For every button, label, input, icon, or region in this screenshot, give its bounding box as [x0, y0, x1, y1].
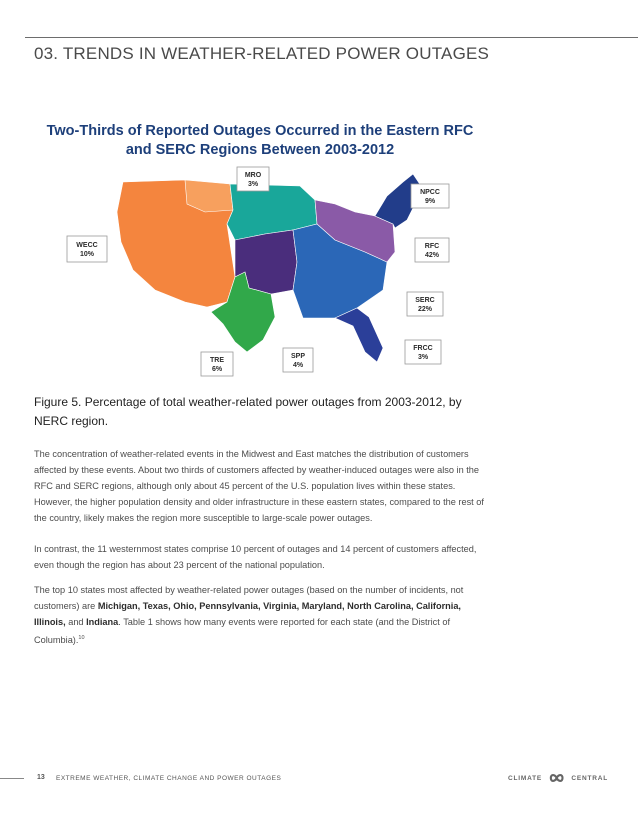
footer-rule	[0, 778, 24, 779]
figure-caption: Figure 5. Percentage of total weather-related power outages from 2003-2012, by NERC region.	[34, 395, 462, 428]
label-tre	[201, 352, 233, 376]
label-wecc-percent: 10%	[79, 251, 95, 258]
label-frcc	[405, 340, 441, 364]
label-rfc	[415, 238, 449, 262]
label-spp	[283, 348, 313, 372]
map-title-line1: Two-Thirds of Reported Outages Occurred in the Eastern RFC	[46, 123, 474, 139]
label-serc-name: SERC	[415, 297, 435, 304]
label-serc	[407, 292, 443, 316]
infinity-logo-icon	[545, 772, 568, 784]
logo-text-left: CLIMATE	[508, 774, 543, 782]
p3-intro: The top 10 states most affected by weather-related power outages (based on the number of incidents, not customers) are	[34, 585, 464, 611]
p3-and: and	[65, 617, 87, 627]
p3-states-last: Indiana	[86, 617, 119, 627]
label-npcc-percent: 9%	[424, 198, 436, 205]
label-serc-percent: 22%	[417, 306, 433, 313]
section-title: 03. TRENDS IN WEATHER-RELATED POWER OUTAGES	[34, 44, 490, 63]
body-paragraph-1: The concentration of weather-related events in the Midwest and East matches the distribution of customers affected by these events. About two thirds of customers affected by weather-induced outages were also in the RFC and SERC regions, although only about 45 percent of the U.S. population lives within these states. However, the higher population density and older infrastructure in these eastern states, compared to the rest of the country, likely makes the region more susceptible to large-scale power outages.	[34, 449, 484, 523]
label-frcc-percent: 3%	[417, 354, 429, 361]
running-title: EXTREME WEATHER, CLIMATE CHANGE AND POWER OUTAGES	[56, 775, 282, 782]
label-npcc	[411, 184, 449, 208]
label-frcc-name: FRCC	[413, 345, 433, 352]
label-wecc	[67, 236, 107, 262]
header-rule	[25, 37, 638, 38]
body-paragraph-3	[34, 582, 486, 648]
label-rfc-name: RFC	[424, 243, 440, 250]
region-shape-frcc	[335, 308, 383, 362]
map-title-line2: and SERC Regions Between 2003-2012	[125, 142, 395, 158]
label-rfc-percent: 42%	[424, 252, 440, 259]
label-tre-percent: 6%	[211, 366, 223, 373]
map-title	[35, 122, 485, 160]
label-npcc-name: NPCC	[420, 189, 440, 196]
label-wecc-name: WECC	[76, 242, 98, 249]
label-spp-percent: 4%	[292, 362, 304, 369]
label-spp-name: SPP	[290, 353, 306, 360]
page-number: 13	[37, 774, 45, 781]
label-tre-name: TRE	[210, 357, 224, 364]
footnote-ref: 10	[78, 635, 85, 641]
logo-text-right: CENTRAL	[571, 774, 608, 782]
label-mro	[237, 167, 269, 191]
p3-states-list: Michigan, Texas, Ohio, Pennsylvania, Virginia, Maryland, North Carolina, California, Illinois,	[34, 601, 461, 627]
nerc-region-map-figure	[35, 112, 485, 382]
label-mro-percent: 3%	[247, 181, 259, 188]
climate-central-logo	[508, 772, 608, 784]
label-mro-name: MRO	[244, 172, 262, 179]
p3-outro: . Table 1 shows how many events were reported for each state (and the District of Columbia).	[34, 617, 451, 646]
body-paragraph-2: In contrast, the 11 westernmost states comprise 10 percent of outages and 14 percent of customers affected, even though the region has about 23 percent of the national population.	[34, 544, 477, 570]
